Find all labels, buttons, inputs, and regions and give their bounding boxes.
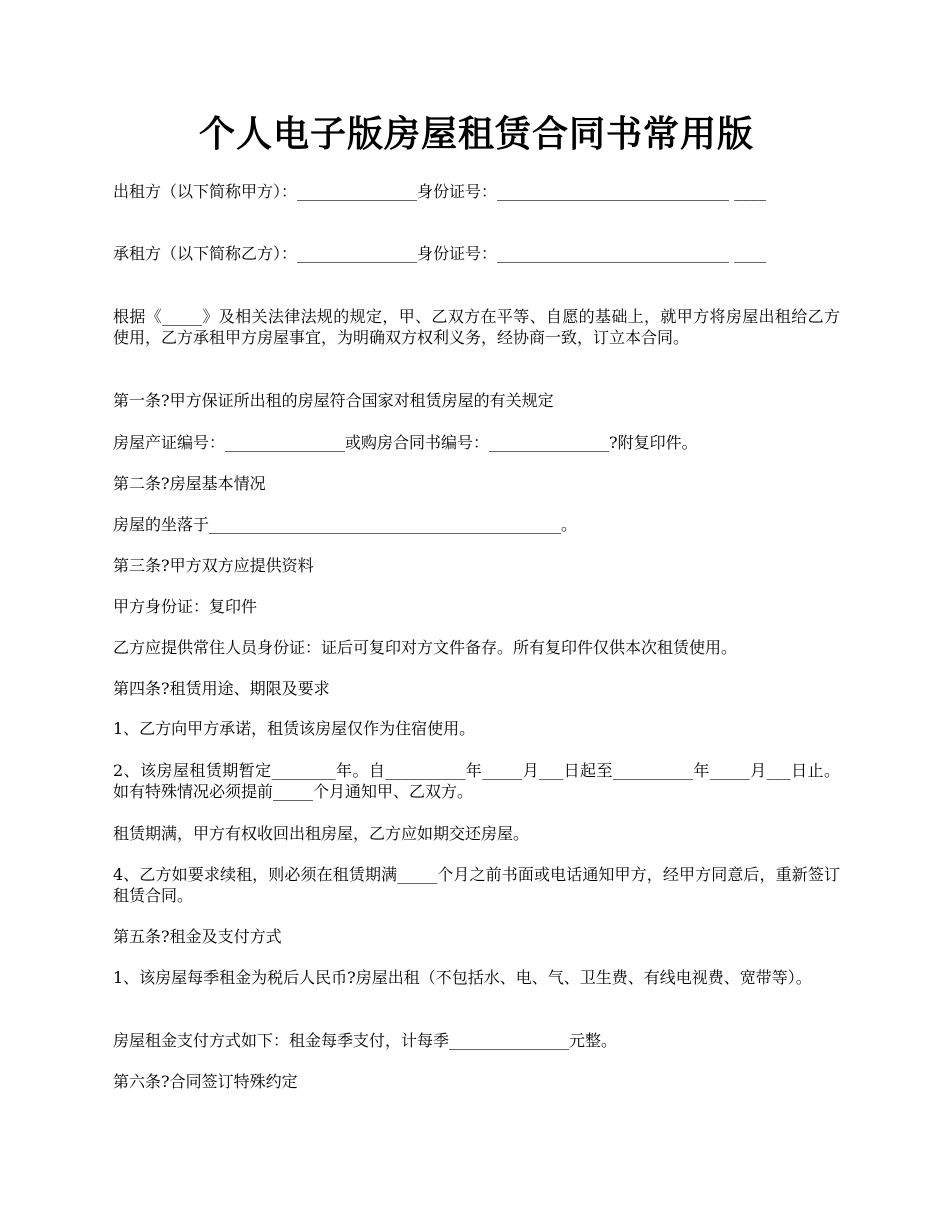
property-certificate-line: 房屋产证编号：_______________或购房合同书编号：_______________?附复印件。 (113, 433, 698, 452)
lessor-line: 出租方（以下简称甲方）：_______________身份证号：_____________________________ ____ (113, 182, 767, 201)
clause-5-1: 1、该房屋每季租金为税后人民币?房屋出租（不包括水、电、气、卫生费、有线电视费、宽带等）。 (113, 968, 812, 987)
lessee-id-line: 乙方应提供常住人员身份证：证后可复印对方文件备存。所有复印件仅供本次租赁使用。 (113, 638, 738, 657)
preamble-paragraph: 根据《_____》及相关法律法规的规定，甲、乙双方在平等、自愿的基础上，就甲方将房屋出租给乙方使用，乙方承租甲方房屋事宜，为明确双方权利义务，经协商一致，订立本合同。 (113, 307, 840, 347)
article-5-heading: 第五条?租金及支付方式 (113, 927, 282, 946)
clause-4-3: 租赁期满，甲方有权收回出租房屋，乙方应如期交还房屋。 (113, 824, 530, 843)
rent-payment-line: 房屋租金支付方式如下：租金每季支付，计每季_______________元整。 (113, 1031, 618, 1050)
document-title: 个人电子版房屋租赁合同书常用版 (198, 114, 754, 155)
clause-4-4: 4、乙方如要求续租，则必须在租赁期满_____个月之前书面或电话通知甲方，经甲方同意后，重新签订租赁合同。 (113, 865, 840, 905)
lessee-line: 承租方（以下简称乙方）：_______________身份证号：_____________________________ ____ (113, 244, 767, 263)
lessor-id-line: 甲方身份证：复印件 (113, 597, 258, 616)
article-2-heading: 第二条?房屋基本情况 (113, 474, 266, 493)
article-6-heading: 第六条?合同签订特殊约定 (113, 1072, 298, 1091)
clause-4-1: 1、乙方向甲方承诺，租赁该房屋仅作为住宿使用。 (113, 719, 476, 738)
article-3-heading: 第三条?甲方双方应提供资料 (113, 556, 314, 575)
article-4-heading: 第四条?租赁用途、期限及要求 (113, 679, 330, 698)
article-1-heading: 第一条?甲方保证所出租的房屋符合国家对租赁房屋的有关规定 (113, 391, 554, 410)
clause-4-2: 2、该房屋租赁期暂定________年。自__________年_____月___日起至__________年_____月___日止。如有特殊情况必须提前_____个月通知甲、乙双方。 (113, 761, 840, 801)
property-location-line: 房屋的坐落于____________________________________________。 (113, 515, 578, 534)
